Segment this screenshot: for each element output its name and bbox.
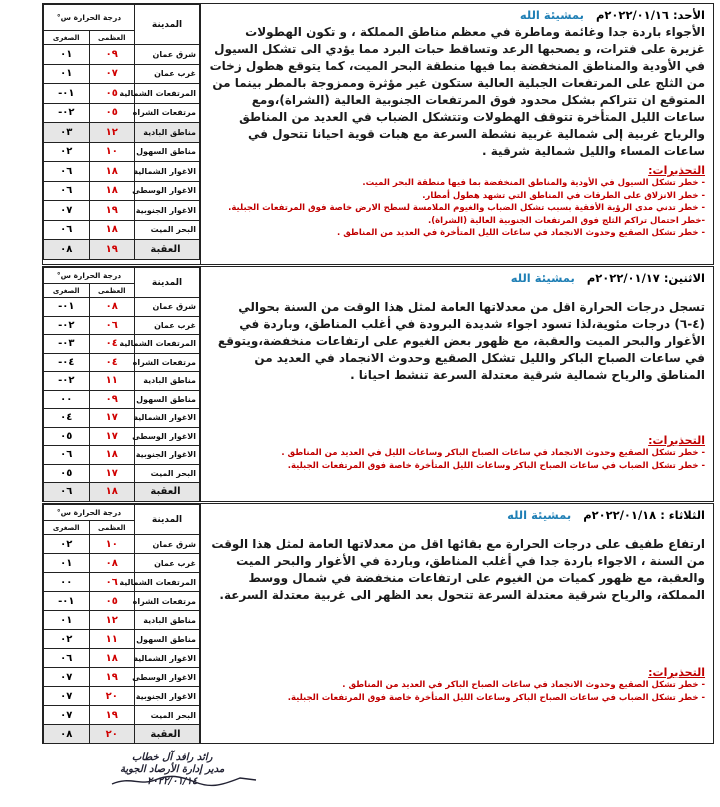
city-cell: مناطق البادية — [135, 123, 200, 143]
min-temp-cell: ٠٥ — [44, 464, 90, 483]
city-cell: المرتفعات الشمالية — [135, 84, 200, 104]
city-cell: مرتفعات الشراه — [135, 592, 200, 611]
max-temp-cell: ٠٦ — [89, 573, 135, 592]
max-temp-cell: ٠٩ — [89, 45, 135, 65]
forecast-text-block — [201, 267, 713, 501]
warning-item: - خطر تشكل الصقيع وحدوث الانجماد في ساعات الليل المتأخرة في العديد من المناطق . — [337, 228, 705, 238]
city-cell: مناطق السهول — [135, 630, 200, 649]
max-temp-cell: ٠٩ — [89, 390, 135, 409]
max-temp-cell: ١٨ — [89, 181, 135, 201]
temperature-table-wrap — [43, 267, 201, 501]
max-temp-cell: ١٩ — [89, 201, 135, 221]
city-cell: المرتفعات الشمالية — [135, 573, 200, 592]
city-cell: العقبة — [135, 725, 200, 744]
min-temp-cell: ٠١ — [44, 611, 90, 630]
max-temp-cell: ١٧ — [89, 409, 135, 428]
city-cell: الاغوار الجنوبية — [135, 201, 200, 221]
min-temp-cell: ٠٦ — [44, 649, 90, 668]
max-temp-cell: ٠٧ — [89, 64, 135, 84]
min-temp-cell: ٠٧ — [44, 668, 90, 687]
min-temp-cell: ٠٢- — [44, 316, 90, 335]
temperature-table-wrap — [43, 504, 201, 743]
min-temp-cell: ٠٧ — [44, 687, 90, 706]
min-header: الصغرى — [44, 31, 90, 45]
min-temp-cell: ٠٣ — [44, 123, 90, 143]
warning-item: - خطر تشكل الضباب في ساعات الصباح الباكر وساعات الليل المتأخرة خاصة فوق المرتفعات الجبلية. — [287, 460, 705, 471]
city-cell: شرق عمان — [135, 535, 200, 554]
max-header: العظمى — [89, 31, 135, 45]
temp-header: درجة الحرارة س° — [44, 5, 135, 31]
city-cell: غرب عمان — [135, 554, 200, 573]
max-temp-cell: ١٩ — [89, 240, 135, 260]
temperature-table-wrap — [43, 4, 201, 264]
forecast-section-day1 — [42, 3, 714, 265]
min-temp-cell: ٠١ — [44, 45, 90, 65]
day-label: الأحد: ٢٠٢٢/٠١/١٦م — [595, 8, 705, 22]
min-temp-cell: ٠٧ — [44, 706, 90, 725]
min-temp-cell: ٠٥ — [44, 427, 90, 446]
max-temp-cell: ١٢ — [89, 611, 135, 630]
max-temp-cell: ٠٦ — [89, 316, 135, 335]
handwritten-signature-icon — [110, 774, 260, 788]
day-heading — [209, 8, 705, 22]
min-temp-cell: ٠١ — [44, 64, 90, 84]
max-temp-cell: ١٠ — [89, 535, 135, 554]
min-temp-cell: ٠٦ — [44, 483, 90, 502]
city-cell: المرتفعات الشمالية — [135, 335, 200, 354]
day-heading — [209, 508, 705, 522]
min-temp-cell: ٠٦ — [44, 220, 90, 240]
warning-item: - خطر تشكل السيول في الأودية والمناطق المنخفضة بما فيها منطقة البحر الميت. — [362, 178, 705, 188]
forecast-paragraph: تسجل درجات الحرارة اقل من معدلاتها العامة لمثل هذا الوقت من السنة بحوالي (٤-٦) درجات مئوية،لذا تسود اجواء شديدة البرودة في أغلب المناطق، وباردة في الأغوار والبحر الميت والعقبة، مع ظهور بعض الغيوم على ارتفاعات منخفضة،ويتوقع في ساعات الصباح الباكر والليل تشكل الصقيع وحدوث الانجماد في العديد من المناطق والرياح شمالية شرقية معتدلة السرعة تنشط احيانا . — [217, 300, 705, 382]
warning-item: - خطر تشكل الصقيع وحدوث الانجماد في ساعات الصباح الباكر في العديد من المناطق . — [342, 680, 705, 690]
blessing-text: بمشيئة الله — [507, 508, 572, 522]
min-temp-cell: ٠٨ — [44, 240, 90, 260]
city-cell: الاغوار الوسطى — [135, 181, 200, 201]
city-cell: الاغوار الشمالية — [135, 409, 200, 428]
max-temp-cell: ١١ — [89, 630, 135, 649]
min-temp-cell: ٠٦ — [44, 162, 90, 182]
min-temp-cell: ٠١- — [44, 84, 90, 104]
day-label: الاثنين: ٢٠٢٢/٠١/١٧م — [586, 271, 705, 285]
forecast-text-block — [201, 504, 713, 743]
min-temp-cell: ٠٨ — [44, 725, 90, 744]
min-temp-cell: ٠١ — [44, 554, 90, 573]
min-temp-cell: ٠٠ — [44, 390, 90, 409]
max-temp-cell: ٠٨ — [89, 298, 135, 317]
city-cell: الاغوار الجنوبية — [135, 687, 200, 706]
city-cell: مرتفعات الشراه — [135, 353, 200, 372]
signature-block — [120, 752, 224, 788]
forecast-section-day3 — [42, 503, 714, 744]
city-cell: الاغوار الجنوبية — [135, 446, 200, 465]
max-temp-cell: ١٧ — [89, 427, 135, 446]
city-cell: مرتفعات الشراه — [135, 103, 200, 123]
city-cell: غرب عمان — [135, 316, 200, 335]
city-header: المدينة — [135, 268, 200, 298]
city-cell: العقبة — [135, 240, 200, 260]
temp-header: درجة الحرارة س° — [44, 268, 135, 284]
max-temp-cell: ١٨ — [89, 483, 135, 502]
max-temp-cell: ١١ — [89, 372, 135, 391]
warnings-title: التحذيرات: — [648, 434, 705, 447]
min-temp-cell: ٠٢ — [44, 630, 90, 649]
city-cell: البحر الميت — [135, 706, 200, 725]
city-header: المدينة — [135, 505, 200, 535]
min-temp-cell: ٠٧ — [44, 201, 90, 221]
temperature-table — [43, 4, 200, 260]
min-temp-cell: ٠١- — [44, 298, 90, 317]
max-header: العظمى — [89, 284, 135, 298]
max-temp-cell: ١٢ — [89, 123, 135, 143]
min-header: الصغرى — [44, 521, 90, 535]
city-cell: البحر الميت — [135, 220, 200, 240]
city-cell: مناطق السهول — [135, 390, 200, 409]
warnings-title: التحذيرات: — [648, 164, 705, 177]
temperature-table — [43, 267, 200, 502]
min-temp-cell: ٠٦ — [44, 181, 90, 201]
max-temp-cell: ١٨ — [89, 162, 135, 182]
forecast-text-block — [201, 4, 713, 264]
max-temp-cell: ١٨ — [89, 220, 135, 240]
city-header: المدينة — [135, 5, 200, 45]
min-temp-cell: ٠٦ — [44, 446, 90, 465]
min-temp-cell: ٠٠ — [44, 573, 90, 592]
min-header: الصغرى — [44, 284, 90, 298]
max-temp-cell: ٢٠ — [89, 687, 135, 706]
warning-item: - خطر الانزلاق على الطرقات في المناطق التي تشهد هطول أمطار. — [422, 190, 705, 201]
max-temp-cell: ٠٥ — [89, 103, 135, 123]
warning-item: - خطر تشكل الضباب في ساعات الصباح الباكر وساعات الليل المتأخرة خاصة فوق المرتفعات الجبلية. — [287, 692, 705, 703]
city-cell: العقبة — [135, 483, 200, 502]
city-cell: مناطق السهول — [135, 142, 200, 162]
max-temp-cell: ١٩ — [89, 706, 135, 725]
max-temp-cell: ٠٥ — [89, 84, 135, 104]
day-heading — [209, 271, 705, 285]
city-cell: الاغوار الشمالية — [135, 162, 200, 182]
max-temp-cell: ١٧ — [89, 464, 135, 483]
max-temp-cell: ٢٠ — [89, 725, 135, 744]
forecast-section-day2 — [42, 266, 714, 502]
warning-item: -خطر احتمال تراكم الثلج فوق المرتفعات الجنوبية العالية (الشراة). — [428, 215, 705, 226]
warning-item: - خطر تدني مدى الرؤية الأفقية بسبب تشكل الضباب والغيوم الملامسة لسطح الارض خاصة فوق المرتفعات الجبلية. — [228, 203, 705, 213]
min-temp-cell: ٠٤- — [44, 353, 90, 372]
city-cell: مناطق البادية — [135, 372, 200, 391]
signatory-name: رائد رافد آل خطاب — [131, 752, 213, 763]
signatory-title: مدير إدارة الأرصاد الجوية — [120, 764, 225, 775]
warning-item: - خطر تشكل الصقيع وحدوث الانجماد في ساعات الصباح الباكر وساعات الليل في العديد من المناطق . — [281, 448, 705, 458]
city-cell: الاغوار الشمالية — [135, 649, 200, 668]
day-label: الثلاثاء : ٢٠٢٢/٠١/١٨م — [583, 508, 705, 522]
signature-date: ٢٠٢٢/٠١/١٤ — [147, 776, 198, 787]
min-temp-cell: ٠٢- — [44, 103, 90, 123]
temperature-table — [43, 504, 200, 744]
max-header: العظمى — [89, 521, 135, 535]
min-temp-cell: ٠٣- — [44, 335, 90, 354]
city-cell: البحر الميت — [135, 464, 200, 483]
blessing-text: بمشيئة الله — [519, 8, 584, 22]
temp-header: درجة الحرارة س° — [44, 505, 135, 521]
max-temp-cell: ١٩ — [89, 668, 135, 687]
city-cell: مناطق البادية — [135, 611, 200, 630]
min-temp-cell: ٠٢- — [44, 372, 90, 391]
city-cell: غرب عمان — [135, 64, 200, 84]
max-temp-cell: ١٨ — [89, 446, 135, 465]
forecast-paragraph: الأجواء باردة جدا وغائمة وماطرة في معظم مناطق المملكة ، و تكون الهطولات غزيرة على فترات، و يصحبها الرعد وتساقط حبات البرد مما يؤدي الى تشكل السيول في الأودية والمناطق المنخفضة بما فيها منطقة البحر الميت، كما يتوقع هطول زخات من الثلج على المرتفعات الجبلية العالية ستكون غير مؤثرة وممزوجة بالمطر بينما من المتوقع ان تتراكم بشكل محدود فوق المرتفعات الجنوبية العالية (الشراة)،ومع ساعات الليل المتأخرة تتوقف الهطولات وتتشكل الضباب في العديد من المناطق والرياح غربية إلى شمالية غربية نشطة السرعة مع هبات قوية احيانا تتحول في ساعات المساء والليل شمالية شرقية . — [209, 25, 705, 158]
max-temp-cell: ١٠ — [89, 142, 135, 162]
max-temp-cell: ٠٥ — [89, 592, 135, 611]
warnings-title: التحذيرات: — [648, 666, 705, 679]
max-temp-cell: ١٨ — [89, 649, 135, 668]
max-temp-cell: ٠٤ — [89, 353, 135, 372]
city-cell: شرق عمان — [135, 45, 200, 65]
max-temp-cell: ٠٨ — [89, 554, 135, 573]
min-temp-cell: ٠٢ — [44, 142, 90, 162]
forecast-paragraph: ارتفاع طفيف على درجات الحرارة مع بقائها اقل من معدلاتها العامة لمثل هذا الوقت من السنة ، الاجواء باردة جدا في أغلب المناطق، وباردة في الأغوار والبحر الميت والعقبة، مع ظهور كميات من الغيوم على ارتفاعات منخفضة في شمال ووسط المملكة، والرياح شرقية معتدلة السرعة تتحول بعد الظهر الى غربية معتدلة السرعة. — [211, 537, 705, 602]
city-cell: الاغوار الوسطى — [135, 668, 200, 687]
min-temp-cell: ٠١- — [44, 592, 90, 611]
max-temp-cell: ٠٤ — [89, 335, 135, 354]
blessing-text: بمشيئة الله — [510, 271, 575, 285]
city-cell: شرق عمان — [135, 298, 200, 317]
city-cell: الاغوار الوسطى — [135, 427, 200, 446]
min-temp-cell: ٠٢ — [44, 535, 90, 554]
min-temp-cell: ٠٤ — [44, 409, 90, 428]
